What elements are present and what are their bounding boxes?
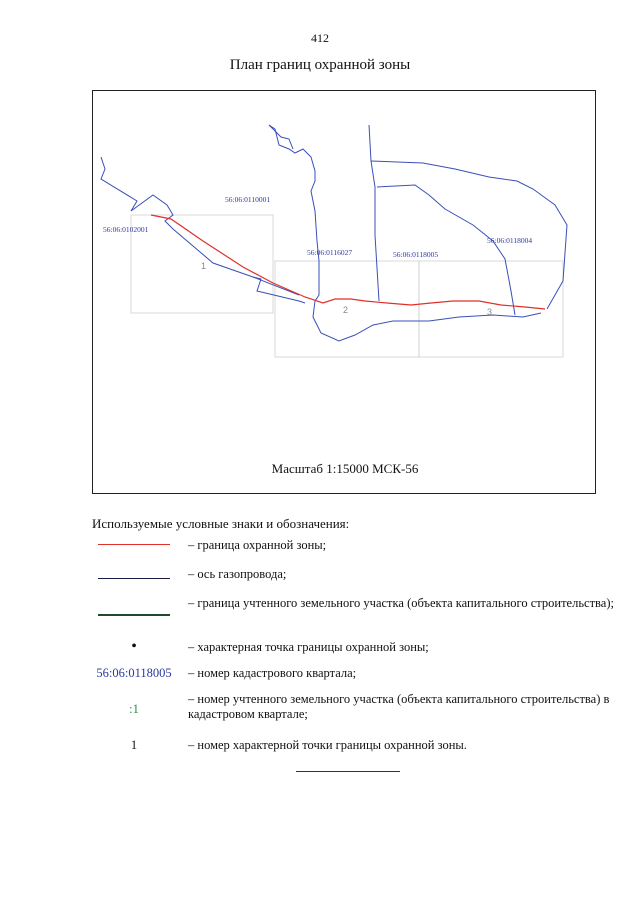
legend-item-parcel-boundary [92, 596, 612, 632]
cadastral-label: 56:06:0102001 [103, 225, 149, 234]
legend-text: – номер характерной точки границы охранной зоны. [188, 738, 467, 752]
point-number: 1 [201, 261, 207, 271]
legend-item-point [92, 640, 612, 660]
parcel-boundary-small [253, 277, 305, 303]
legend-text: – номер кадастрового квартала; [188, 666, 357, 680]
parcel-boundary-north [371, 161, 567, 309]
map-canvas [93, 91, 597, 495]
legend-item-parcel-number [92, 692, 612, 726]
black-line-symbol [98, 578, 170, 579]
legend-item-pipeline-axis [92, 567, 612, 587]
legend-title: Используемые условные знаки и обозначения: [92, 516, 350, 531]
red-line-symbol [98, 544, 170, 545]
cadastral-label: 56:06:0110001 [225, 195, 271, 204]
footer-divider [296, 771, 400, 772]
cadastral-label: 56:06:0118005 [393, 250, 439, 259]
legend-item-cadastral-quarter [92, 666, 612, 686]
legend-item-point-number [92, 738, 612, 758]
point-number: 2 [343, 305, 349, 315]
protection-zone-boundary [151, 215, 545, 309]
page-number: 412 [311, 31, 329, 45]
legend-text: – номер учтенного земельного участка (объекта капитального строительства) в кадастровом квартале; [188, 692, 610, 721]
legend-item-zone-boundary [92, 538, 612, 558]
river-channel-right [369, 125, 379, 301]
parcel-number-symbol: :1 [129, 702, 139, 716]
cadastral-number-symbol: 56:06:0118005 [96, 666, 172, 680]
legend-text: – характерная точка границы охранной зоны; [188, 640, 429, 654]
point-number: 3 [487, 307, 493, 317]
page-title: План границ охранной зоны [229, 57, 411, 73]
legend-text: – граница охранной зоны; [188, 538, 327, 552]
cadastral-label: 56:06:0118004 [487, 236, 533, 245]
green-line-symbol [98, 614, 170, 616]
dot-symbol: • [131, 638, 137, 655]
river-channel-left [269, 125, 319, 301]
scale-caption: Масштаб 1:15000 МСК-56 [271, 461, 419, 476]
legend-text: – граница учтенного земельного участка (объекта капитального строительства); [188, 596, 614, 610]
parcel-boundaries [101, 125, 567, 341]
point-number-symbol: 1 [130, 738, 138, 752]
map-frame [92, 90, 596, 494]
legend-text: – ось газопровода; [188, 567, 287, 581]
cadastral-label: 56:06:0116027 [307, 248, 353, 257]
